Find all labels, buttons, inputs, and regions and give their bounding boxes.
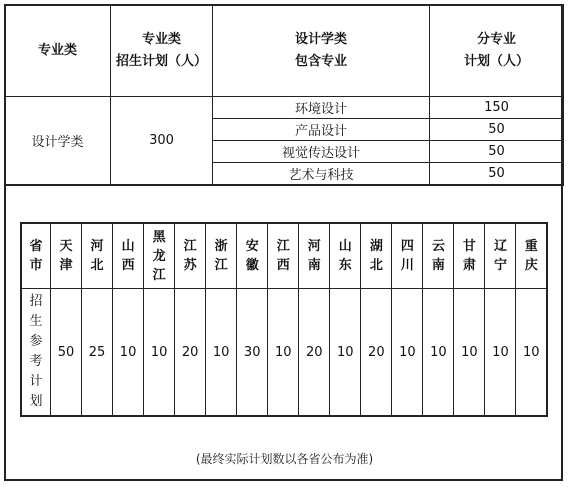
row-label-province xyxy=(21,223,51,289)
province-plan: 10 xyxy=(392,289,423,417)
major-table-header-row xyxy=(5,5,564,97)
province-name xyxy=(51,223,82,289)
province-plan: 10 xyxy=(268,289,299,417)
province-plan: 20 xyxy=(175,289,206,417)
row-label-text: 招生参考计划 xyxy=(29,294,43,409)
header-included-majors: 设计学类 包含专业 xyxy=(213,5,430,97)
province-plan: 50 xyxy=(51,289,82,417)
major-plan-table xyxy=(4,4,564,186)
province-name xyxy=(144,223,175,289)
major-plan: 50 xyxy=(430,119,564,141)
province-name-text: 山西 xyxy=(121,239,135,273)
province-plan: 30 xyxy=(237,289,268,417)
major-name: 艺术与科技 xyxy=(213,163,430,186)
header-major-category: 专业类 xyxy=(5,5,111,97)
province-name xyxy=(299,223,330,289)
province-name xyxy=(206,223,237,289)
province-name xyxy=(113,223,144,289)
province-plan: 10 xyxy=(113,289,144,417)
province-name-text: 安徽 xyxy=(245,239,259,273)
province-name-text: 河北 xyxy=(90,239,104,273)
category-name: 设计学类 xyxy=(5,97,111,186)
province-name xyxy=(82,223,113,289)
province-name-text: 山东 xyxy=(338,239,352,273)
header-major-plan: 分专业 计划（人） xyxy=(430,5,564,97)
province-name-text: 河南 xyxy=(307,239,321,273)
province-plan: 10 xyxy=(330,289,361,417)
province-name xyxy=(423,223,454,289)
province-plan: 20 xyxy=(361,289,392,417)
province-plan-table xyxy=(20,222,548,417)
province-plan: 10 xyxy=(454,289,485,417)
major-plan: 50 xyxy=(430,141,564,163)
province-name-text: 重庆 xyxy=(524,239,538,273)
row-label-text: 省市 xyxy=(29,239,43,273)
province-name-text: 湖北 xyxy=(369,239,383,273)
province-name xyxy=(237,223,268,289)
table-row xyxy=(5,97,564,119)
province-name-text: 甘肃 xyxy=(462,239,476,273)
province-name-text: 四川 xyxy=(400,239,414,273)
province-header-row xyxy=(21,223,547,289)
province-value-row xyxy=(21,289,547,417)
province-name-text: 江苏 xyxy=(183,239,197,273)
header-category-plan: 专业类 招生计划（人） xyxy=(111,5,213,97)
category-plan: 300 xyxy=(111,97,213,186)
province-plan: 20 xyxy=(299,289,330,417)
province-name-text: 云南 xyxy=(431,239,445,273)
province-name xyxy=(361,223,392,289)
major-name: 产品设计 xyxy=(213,119,430,141)
province-name xyxy=(516,223,547,289)
province-plan: 25 xyxy=(82,289,113,417)
province-name-text: 江西 xyxy=(276,239,290,273)
province-name-text: 浙江 xyxy=(214,239,228,273)
province-name xyxy=(175,223,206,289)
province-name xyxy=(454,223,485,289)
province-plan: 10 xyxy=(485,289,516,417)
province-plan: 10 xyxy=(144,289,175,417)
province-name xyxy=(392,223,423,289)
province-plan: 10 xyxy=(423,289,454,417)
province-name-text: 黑龙江 xyxy=(152,229,166,283)
province-name xyxy=(485,223,516,289)
province-name-text: 辽宁 xyxy=(493,239,507,273)
province-plan: 10 xyxy=(516,289,547,417)
major-plan: 50 xyxy=(430,163,564,186)
major-name: 视觉传达设计 xyxy=(213,141,430,163)
major-name: 环境设计 xyxy=(213,97,430,119)
province-name-text: 天津 xyxy=(59,239,73,273)
major-plan: 150 xyxy=(430,97,564,119)
province-plan: 10 xyxy=(206,289,237,417)
row-label-plan xyxy=(21,289,51,417)
footnote: (最终实际计划数以各省公布为准) xyxy=(195,452,374,466)
province-name xyxy=(330,223,361,289)
province-name xyxy=(268,223,299,289)
